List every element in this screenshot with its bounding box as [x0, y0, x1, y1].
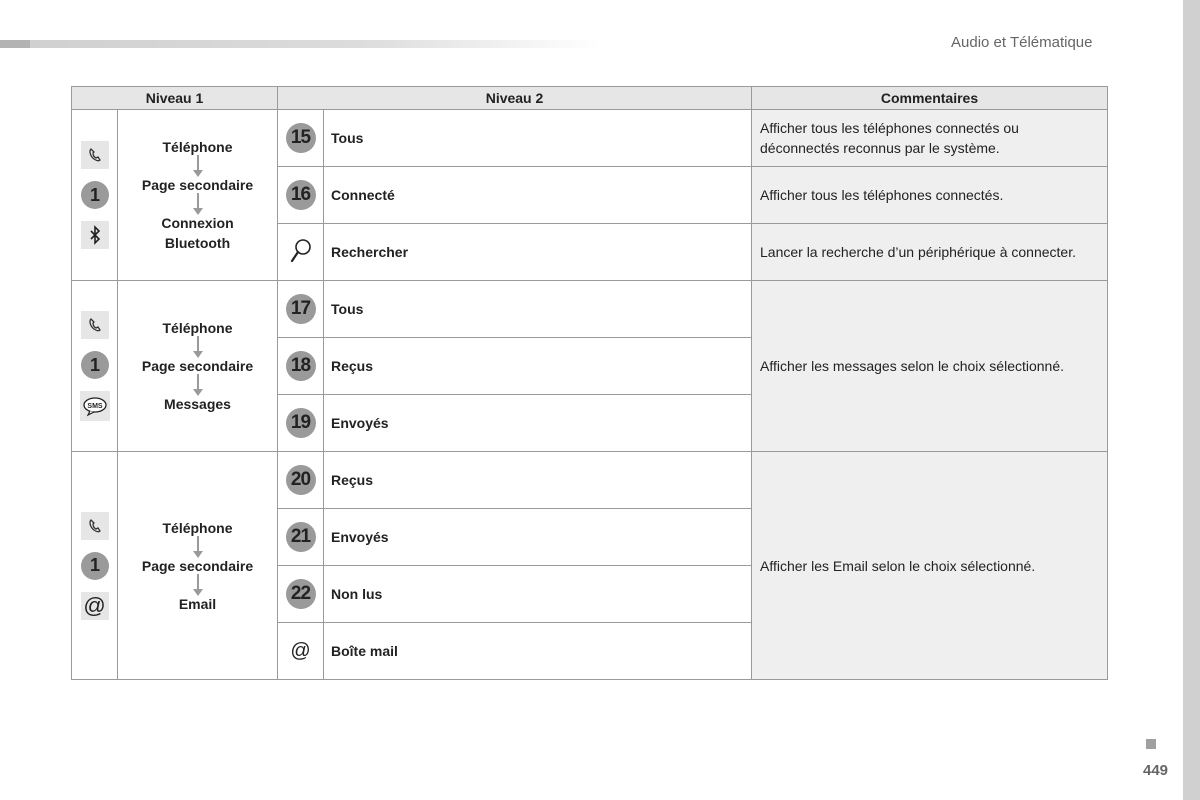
item-number-badge: 15	[286, 123, 316, 153]
down-arrow-icon	[193, 193, 203, 215]
down-arrow-icon	[193, 536, 203, 558]
page-marker	[1146, 739, 1156, 749]
level2-label: Reçus	[324, 338, 752, 395]
at-icon: @	[81, 592, 109, 620]
item-number-badge: 16	[286, 180, 316, 210]
table-row	[72, 452, 1108, 509]
item-number-badge: 18	[286, 351, 316, 381]
header-level1: Niveau 1	[72, 87, 278, 110]
item-number-badge: 22	[286, 579, 316, 609]
page-edge-stripe	[1183, 0, 1200, 800]
level1-bluetooth-connection: Connexion Bluetooth	[161, 215, 234, 251]
phone-icon	[81, 311, 109, 339]
down-arrow-icon	[193, 155, 203, 177]
down-arrow-icon	[193, 374, 203, 396]
level1-icons	[72, 281, 118, 452]
comment: Afficher les messages selon le choix sélectionné.	[752, 281, 1108, 452]
comment: Afficher tous les téléphones connectés ou déconnectés reconnus par le système.	[752, 110, 1108, 167]
level1-icons	[72, 110, 118, 281]
menu-number-badge: 1	[81, 181, 109, 209]
comment: Lancer la recherche d’un périphérique à connecter.	[752, 224, 1108, 281]
search-icon	[289, 251, 313, 267]
level2-label: Connecté	[324, 167, 752, 224]
comment: Afficher tous les téléphones connectés.	[752, 167, 1108, 224]
sms-icon-label: SMS	[86, 403, 103, 410]
bluetooth-icon	[81, 221, 109, 249]
level2-label: Envoyés	[324, 509, 752, 566]
level1-secondary-page: Page secondaire	[141, 177, 254, 193]
header-level2: Niveau 2	[278, 87, 752, 110]
phone-icon	[81, 141, 109, 169]
item-number-badge: 20	[286, 465, 316, 495]
level2-label: Rechercher	[324, 224, 752, 281]
header-decor-bar	[0, 40, 600, 48]
level2-label: Tous	[324, 110, 752, 167]
level1-telephone: Téléphone	[162, 139, 233, 155]
comment: Afficher les Email selon le choix sélectionné.	[752, 452, 1108, 680]
level1-telephone: Téléphone	[162, 320, 233, 336]
level1-messages: Messages	[164, 396, 231, 412]
section-title: Audio et Télématique	[951, 34, 1093, 51]
level1-path	[118, 110, 278, 281]
level1-path	[118, 452, 278, 680]
sms-icon	[80, 391, 110, 421]
level1-icons	[72, 452, 118, 680]
level2-label: Non lus	[324, 566, 752, 623]
table-row	[72, 281, 1108, 338]
header-comments: Commentaires	[752, 87, 1108, 110]
menu-table	[71, 86, 1108, 680]
level2-label: Envoyés	[324, 395, 752, 452]
down-arrow-icon	[193, 574, 203, 596]
level2-label: Reçus	[324, 452, 752, 509]
phone-icon	[81, 512, 109, 540]
level1-secondary-page: Page secondaire	[141, 557, 254, 574]
level1-path	[118, 281, 278, 452]
page-number: 449	[1143, 762, 1169, 779]
level1-telephone: Téléphone	[162, 519, 233, 536]
item-number-badge: 19	[286, 408, 316, 438]
menu-number-badge: 1	[81, 351, 109, 379]
menu-number-badge: 1	[81, 552, 109, 580]
at-icon: @	[290, 639, 311, 662]
level2-label: Boîte mail	[324, 623, 752, 680]
item-number-badge: 17	[286, 294, 316, 324]
table-header-row	[72, 87, 1108, 110]
item-number-badge: 21	[286, 522, 316, 552]
level2-label: Tous	[324, 281, 752, 338]
level1-email: Email	[178, 595, 217, 612]
down-arrow-icon	[193, 336, 203, 358]
level1-secondary-page: Page secondaire	[141, 358, 254, 374]
table-row	[72, 110, 1108, 167]
